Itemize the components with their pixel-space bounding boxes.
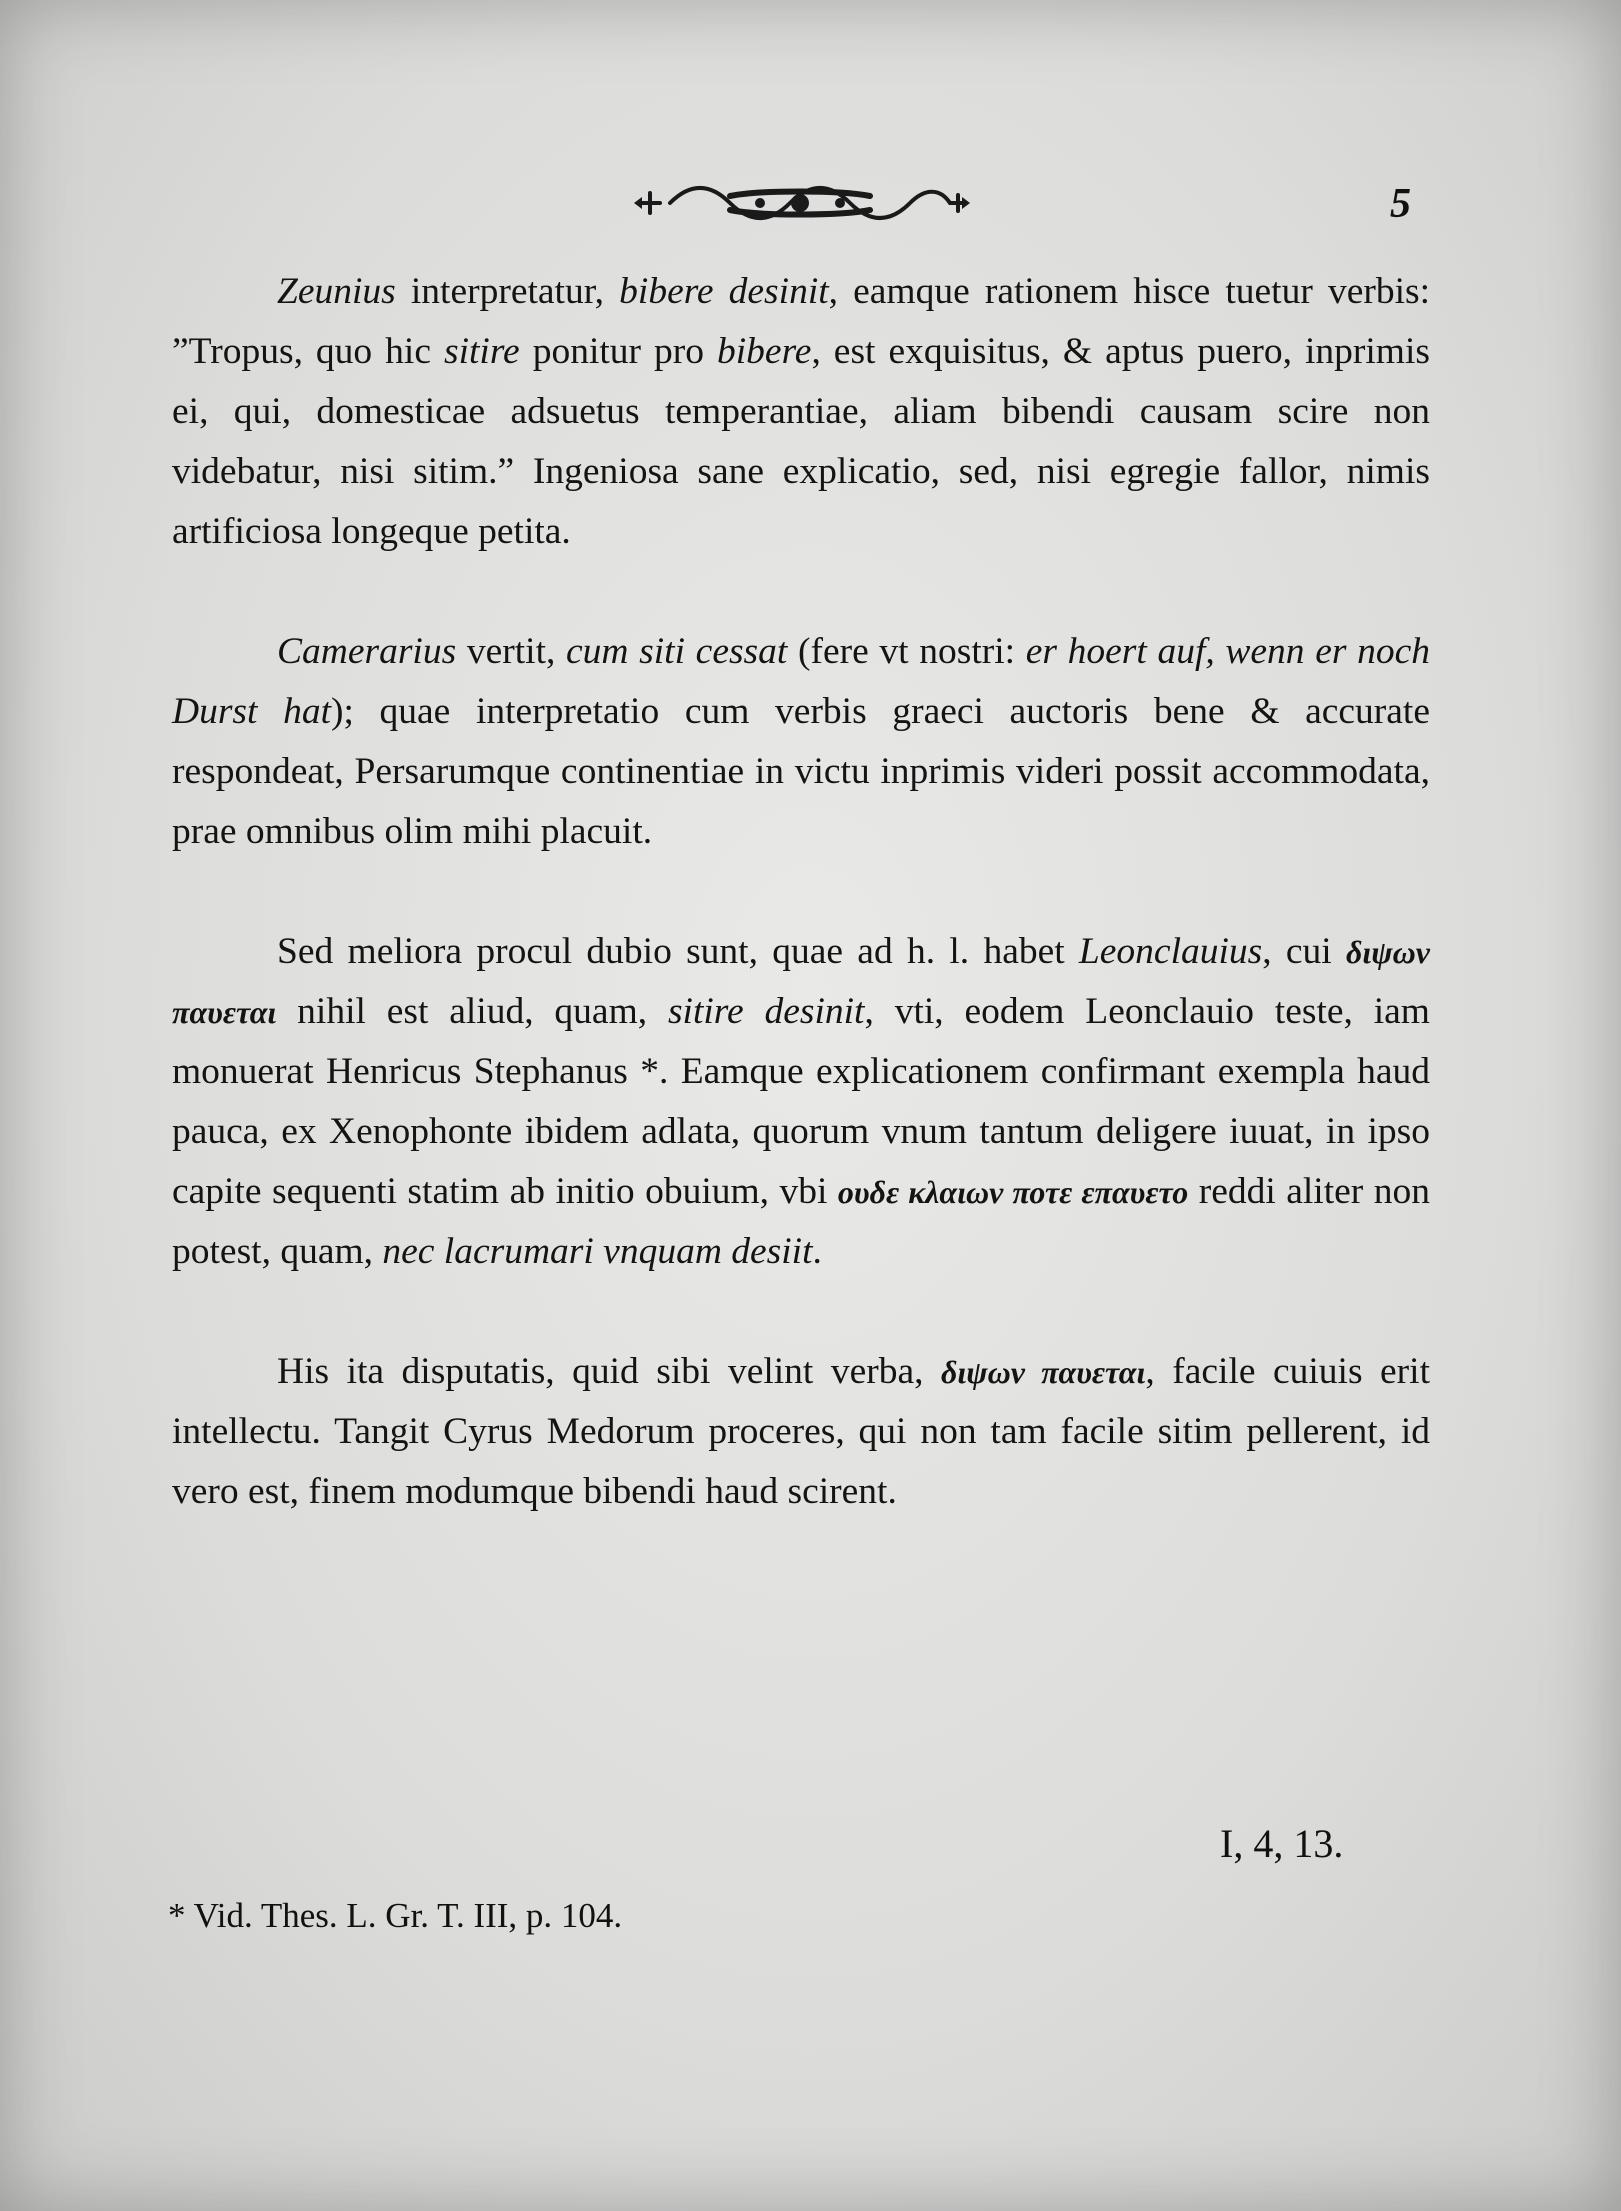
italic-phrase: sitire [444, 331, 520, 372]
text-run: interpretatur, [395, 271, 620, 312]
greek-phrase: διψων παυεται [940, 1354, 1146, 1390]
italic-phrase: sitire desinit [667, 991, 865, 1032]
italic-phrase: er hoert auf, wenn er noch Durst hat [172, 631, 1431, 732]
greek-phrase: διψων παυεται [172, 934, 1430, 1030]
page-number: 5 [1390, 181, 1411, 227]
italic-phrase: nec lacrumari vnquam desiit [382, 1231, 813, 1272]
italic-phrase: bibere desinit [619, 271, 829, 312]
text-run: , vti, eodem Leonclauio teste, iam monuerat Henricus Stephanus *. Eamque explicationem confirmant exempla haud pauca, ex Xenophonte ibidem adlata, quorum vnum tantum deligere iuuat, in ipso capite sequenti statim ab initio obuium, vbi [172, 991, 1430, 1212]
paragraph-4 [172, 1342, 1430, 1522]
italic-phrase: Zeunius [277, 271, 396, 312]
paragraph-2 [172, 622, 1430, 862]
text-run: . [812, 1231, 822, 1272]
text-run: , cui [1262, 931, 1346, 972]
text-run: (fere vt nostri: [787, 631, 1026, 672]
footnote: * Vid. Thes. L. Gr. T. III, p. 104. [168, 1896, 623, 1935]
paragraph-1 [172, 262, 1430, 562]
italic-phrase: Leonclauius [1078, 931, 1263, 972]
italic-phrase: bibere [717, 331, 812, 372]
ornamental-header-icon [620, 168, 980, 238]
greek-phrase: ουδε κλαιων ποτε επαυετο [837, 1174, 1189, 1210]
text-run: nihil est aliud, quam, [276, 991, 668, 1032]
main-text [172, 262, 1430, 1522]
italic-phrase: cum siti cessat [566, 631, 788, 672]
text-run: , est exquisitus, & aptus puero, inprimis ei, qui, domesticae adsuetus temperantiae, aliam bibendi causam scire non videbatur, nisi sitim.” Ingeniosa sane explicatio, sed, nisi egregie fallor, nimis artificiosa longeque petita. [172, 331, 1430, 552]
text-run: , eamque rationem hisce tuetur verbis: ”Tropus, quo hic [172, 271, 1431, 372]
text-run: vertit, [456, 631, 567, 672]
text-run: Sed meliora procul dubio sunt, quae ad h. l. habet [277, 931, 1079, 972]
text-run: reddi aliter non potest, quam, [172, 1171, 1430, 1272]
text-run: , facile cuiuis erit intellectu. Tangit Cyrus Medorum proceres, qui non tam facile sitim pellerent, id vero est, finem modumque bibendi haud scirent. [172, 1351, 1431, 1512]
text-run: ); quae interpretatio cum verbis graeci auctoris bene & accurate respondeat, Persarumque continentiae in victu inprimis videri possit accommodata, prae omnibus olim mihi placuit. [172, 691, 1430, 852]
text-run: ponitur pro [519, 331, 718, 372]
chapter-reference: I, 4, 13. [1220, 1821, 1344, 1866]
italic-phrase: Camerarius [277, 631, 457, 672]
paragraph-3 [172, 922, 1430, 1282]
text-run: His ita disputatis, quid sibi velint verba, [277, 1351, 941, 1392]
